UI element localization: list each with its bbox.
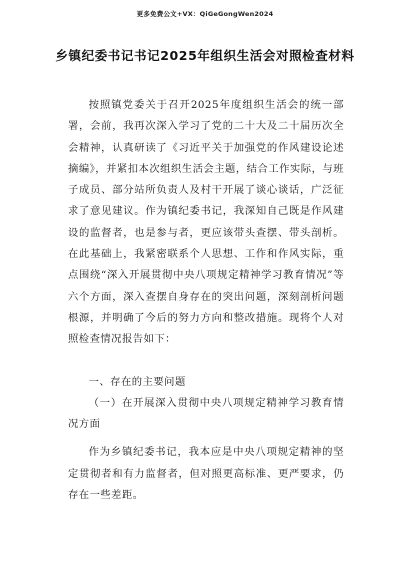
intro-paragraph: 按照镇党委关于召开2025年度组织生活会的统一部署，会前，我再次深入学习了党的二十大及二十届历次全会精神，认真研读了《习近平关于加强党的作风建设论述摘编》，并紧扣本次组织生活会主题，结合工作实际，与班子成员、部分站所负责人及村干开展了谈心谈话，广泛征求了意见建议。作为镇纪委书记，我深知自己既是作风建设的监督者，也是参与者，更应该带头查摆、带头剖析。在此基础上，我紧密联系个人思想、工作和作风实际，重点围绕“深入开展贯彻中央八项规定精神学习教育情况”等六个方面，深入查摆自身存在的突出问题，深刻剖析问题根源，并明确了今后的努力方向和整改措施。现将个人对照检查情况报告如下： [68,99,344,346]
document-body [68,95,344,506]
document-title: 乡镇纪委书记书记2025年组织生活会对照检查材料 [55,48,355,63]
subsection-body-1: 作为乡镇纪委书记，我本应是中央八项规定精神的坚定贯彻者和有力监督者，但对照更高标准、更严要求，仍存在一些差距。 [68,446,344,502]
paragraph-spacer [68,435,344,442]
paragraph-spacer [68,351,344,372]
header-note: 更多免费公文+VX：QiGeGongWen2024 [136,10,274,18]
subsection-heading-1: （一）在开展深入贯彻中央八项规定精神学习教育情况方面 [68,396,344,431]
section-heading-1: 一、存在的主要问题 [88,375,186,388]
